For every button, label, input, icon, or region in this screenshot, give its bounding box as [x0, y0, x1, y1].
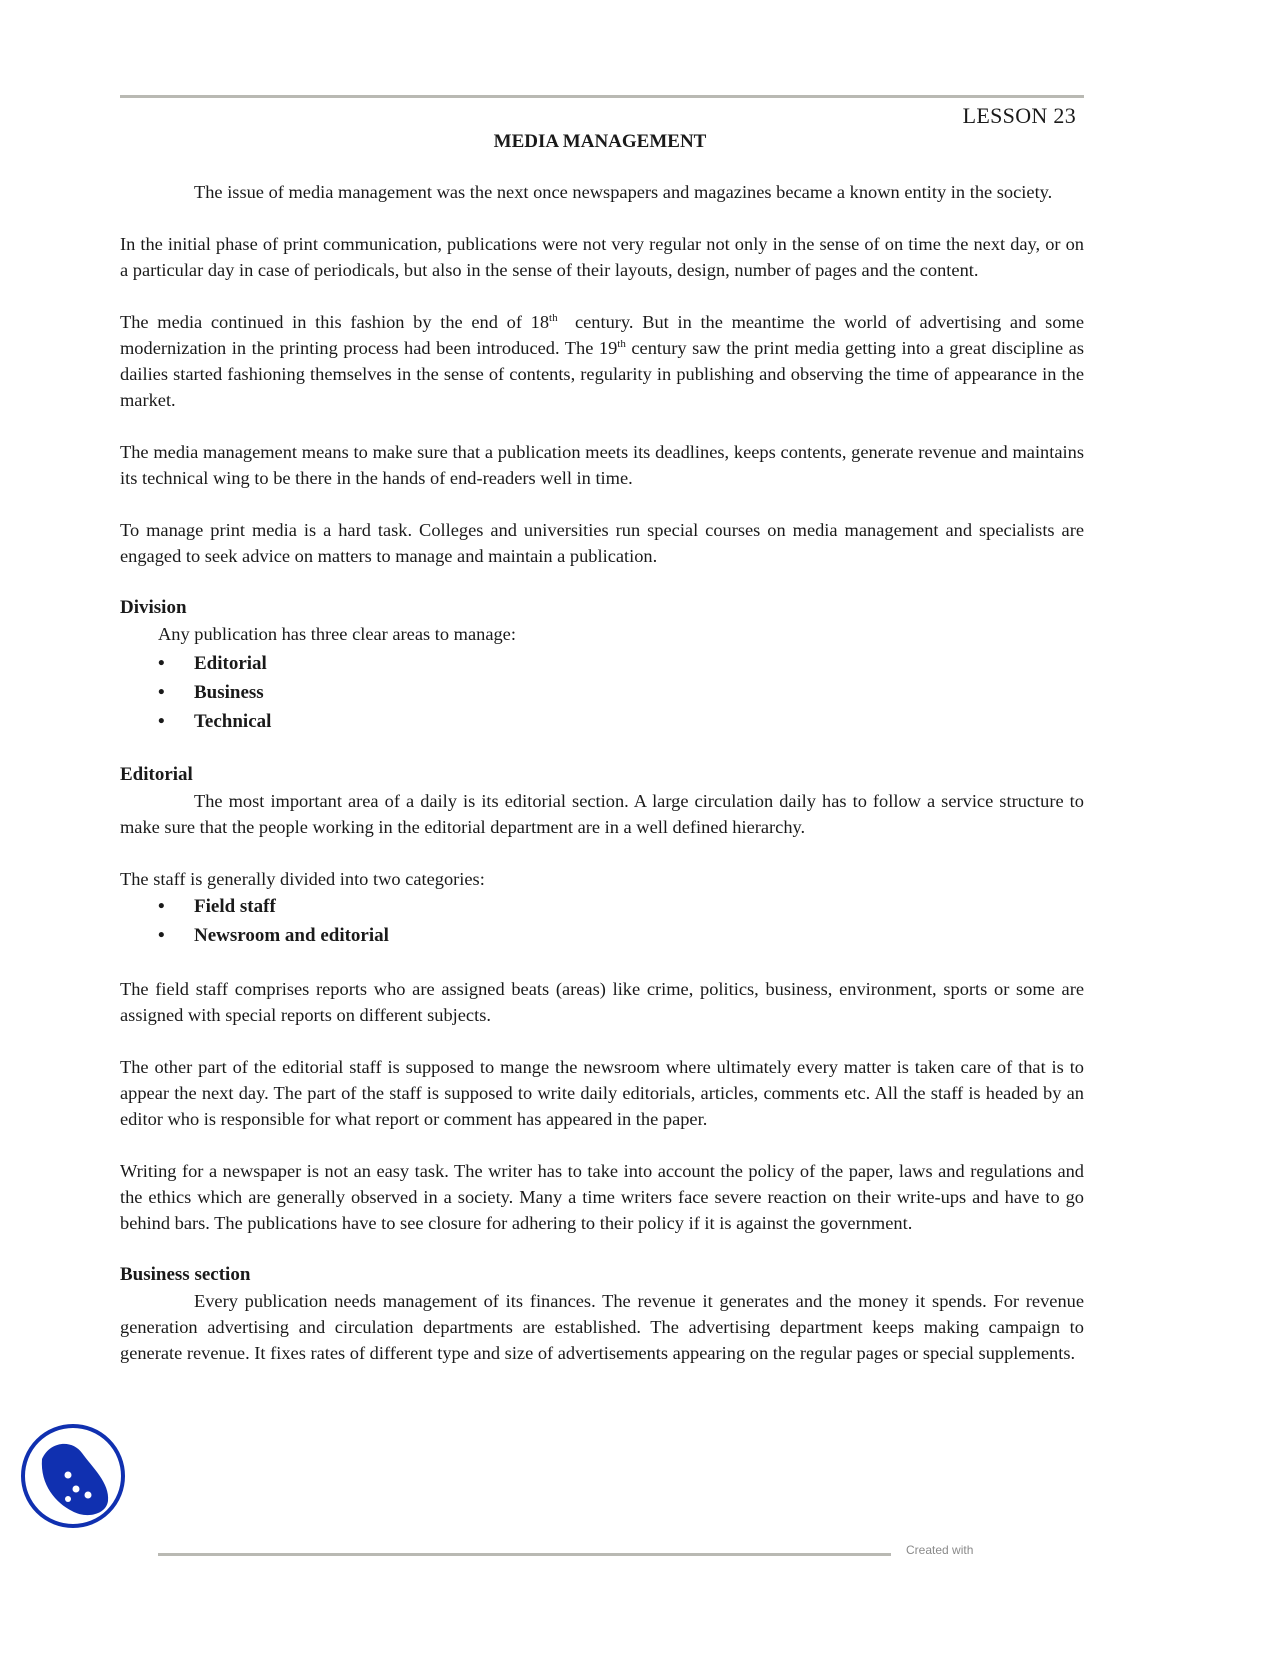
list-item: • Editorial: [158, 649, 1084, 678]
top-rule: [120, 95, 1084, 98]
blob-logo-icon: [20, 1423, 126, 1529]
heading-business: Business section: [120, 1264, 251, 1285]
lesson-number: LESSON 23: [962, 103, 1076, 128]
paragraph-intro: The issue of media management was the next once newspapers and magazines became a known entity in the society.: [194, 182, 1053, 202]
paragraph-writing: Writing for a newspaper is not an easy task. The writer has to take into account the policy of the paper, laws and regulations and the ethics which are generally observed in a society. Many a time writers face severe reaction on their write-ups and have to go behind bars. The publications have to see closure for adhering to their policy if it is against the government.: [120, 1161, 1084, 1233]
heading-editorial: Editorial: [120, 764, 193, 785]
bottom-rule: [158, 1553, 891, 1556]
paragraph-management-meaning: The media management means to make sure that a publication meets its deadlines, keeps contents, generate revenue and maintains its technical wing to be there in the hands of end-readers well in time.: [120, 442, 1084, 488]
document-body: [120, 179, 1084, 1392]
created-with-label: Created with: [906, 1543, 974, 1557]
paragraph-field-staff: The field staff comprises reports who are assigned beats (areas) like crime, politics, business, environment, sports or some are assigned with special reports on different subjects.: [120, 979, 1084, 1025]
paragraph-hard-task: To manage print media is a hard task. Colleges and universities run special courses on media management and specialists are engaged to seek advice on matters to manage and maintain a publication.: [120, 520, 1084, 566]
paragraph-media-history: The media continued in this fashion by the end of 18th century. But in the meantime the world of advertising and some modernization in the printing process had been introduced. The 19th century saw the print media getting into a great discipline as dailies started fashioning themselves in the sense of contents, regularity in publishing and observing the time of appearance in the market.: [120, 311, 1084, 410]
heading-division: Division: [120, 597, 187, 618]
list-item: • Newsroom and editorial: [158, 921, 1084, 950]
staff-list: [120, 892, 1084, 950]
page-title: MEDIA MANAGEMENT: [493, 131, 707, 152]
division-intro: Any publication has three clear areas to manage:: [158, 624, 516, 644]
paragraph-editorial-section: The most important area of a daily is its editorial section. A large circulation daily has to follow a service structure to make sure that the people working in the editorial department are in a well defined hierarchy.: [120, 791, 1084, 837]
paragraph-initial-phase: In the initial phase of print communication, publications were not very regular not only in the sense of on time the next day, or on a particular day in case of periodicals, but also in the sense of their layouts, design, number of pages and the content.: [120, 234, 1084, 280]
list-item: • Field staff: [158, 892, 1084, 921]
list-item: • Business: [158, 678, 1084, 707]
staff-intro: The staff is generally divided into two categories:: [120, 869, 485, 889]
paragraph-newsroom: The other part of the editorial staff is supposed to mange the newsroom where ultimately every matter is taken care of that is to appear the next day. The part of the staff is supposed to write daily editorials, articles, comments etc. All the staff is headed by an editor who is responsible for what report or comment has appeared in the paper.: [120, 1057, 1084, 1129]
paragraph-business: Every publication needs management of its finances. The revenue it generates and the money it spends. For revenue generation advertising and circulation departments are established. The advertising department keeps making campaign to generate revenue. It fixes rates of different type and size of advertisements appearing on the regular pages or special supplements.: [120, 1291, 1084, 1363]
division-list: [120, 649, 1084, 736]
list-item: • Technical: [158, 707, 1084, 736]
